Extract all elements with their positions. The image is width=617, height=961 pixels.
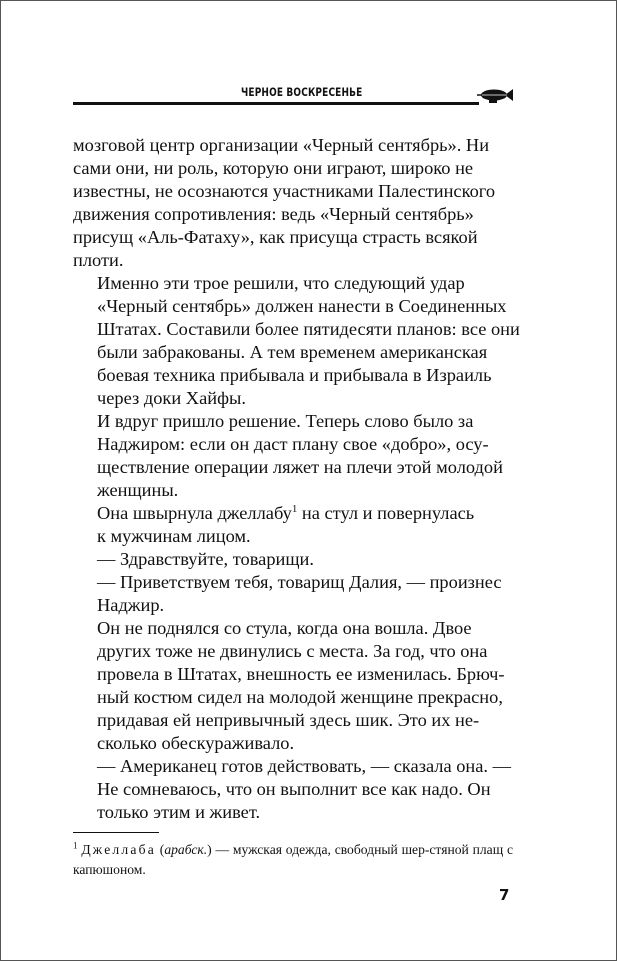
paragraph [73, 755, 513, 824]
text-fragment: на стул и повернулась [297, 503, 475, 523]
footnote-lang-open: ( [155, 842, 165, 857]
text-line: Он не поднялся со стула, когда она вошла. Двое [97, 618, 472, 638]
running-header [73, 85, 513, 105]
footnote-lang-close: ) [207, 842, 212, 857]
text-line: были забракованы. А тем временем американская [97, 342, 488, 362]
text-line: ществление операции ляжет на плечи этой молодой [97, 457, 503, 477]
text-line: провела в Штатах, внешность ее изменилась. Брюч- [97, 664, 505, 684]
footnote [73, 840, 513, 880]
paragraph [73, 617, 513, 755]
page-number: 7 [499, 886, 510, 904]
text-fragment: Она швырнула джеллабу [97, 503, 292, 523]
text-line: — Американец готов действовать, — сказала она. — [97, 756, 512, 776]
text-line: Наджир. [97, 595, 165, 615]
text-line: женщины. [97, 480, 179, 500]
text-line: известны, не осознаются участниками Палестинского [73, 181, 496, 201]
paragraph [73, 571, 513, 617]
text-line: движения сопротивления: ведь «Черный сентябрь» [73, 204, 474, 224]
text-line: к мужчинам лицом. [97, 526, 251, 546]
paragraph [73, 548, 513, 571]
text-line: боевая техника прибывала и прибывала в Израиль [97, 365, 492, 385]
footnote-text: — мужская одежда, свободный шер-стяной плащ с капюшоном. [73, 842, 513, 877]
text-line: «Черный сентябрь» должен нанести в Соединенных [97, 296, 507, 316]
text-line: сколько обескураживало. [97, 733, 295, 753]
paragraph [73, 272, 520, 410]
text-line: только этим и живет. [97, 802, 261, 822]
running-title: ЧЕРНОЕ ВОСКРЕСЕНЬЕ [241, 85, 363, 99]
paragraph [73, 502, 513, 548]
text-line: придавая ей непривычный здесь шик. Это их не- [97, 710, 480, 730]
text-line: Не сомневаюсь, что он выполнит все как надо. Он [97, 779, 491, 799]
footnote-number: 1 [73, 840, 78, 851]
footnote-marker: 1 [291, 502, 298, 515]
blimp-icon [477, 87, 515, 105]
text-line [73, 502, 513, 525]
text-line: — Здравствуйте, товарищи. [97, 549, 314, 569]
body-text [73, 134, 520, 824]
paragraph [73, 410, 513, 502]
text-line: ный костюм сидел на молодой женщине прекрасно, [97, 687, 503, 707]
text-line: других тоже не двинулись с места. За год, что она [97, 641, 488, 661]
text-line: — Приветствуем тебя, товарищ Далия, — произнес [97, 572, 502, 592]
text-line: присущ «Аль-Фатаху», как присуща страсть всякой [73, 227, 478, 247]
text-line: плоти. [73, 250, 124, 270]
paragraph [73, 134, 513, 272]
footnote-rule [73, 832, 159, 833]
text-line: Штатах. Составили более пятидесяти планов: все они [97, 319, 520, 339]
header-rule [73, 102, 479, 105]
text-line: мозговой центр организации «Черный сентябрь». Ни [73, 135, 490, 155]
footnote-term: Джеллаба [81, 842, 156, 857]
footnote-lang: арабск. [164, 842, 208, 857]
text-line: И вдруг пришло решение. Теперь слово было за [97, 411, 474, 431]
text-line: Наджиром: если он даст плану свое «добро», осу- [97, 434, 489, 454]
text-line: через доки Хайфы. [97, 388, 246, 408]
text-line: Именно эти трое решили, что следующий удар [97, 273, 465, 293]
text-line: сами они, ни роль, которую они играют, широко не [73, 158, 474, 178]
